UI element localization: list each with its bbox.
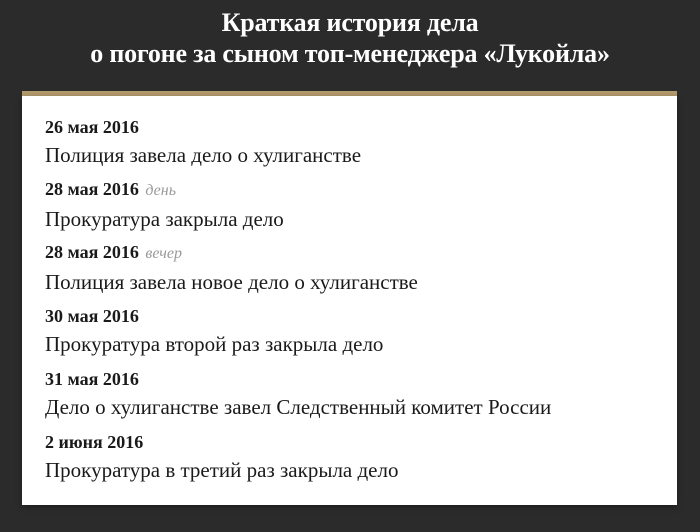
timeline-entry xyxy=(45,178,665,232)
page-header xyxy=(0,0,700,88)
page-title-line-1: Краткая история дела xyxy=(221,8,479,37)
entry-date xyxy=(45,241,665,265)
entry-event: Полиция завела новое дело о хулиганстве xyxy=(45,270,418,294)
entry-date-text: 31 мая 2016 xyxy=(45,369,139,389)
entry-date xyxy=(45,368,665,390)
entry-date xyxy=(45,305,665,327)
entry-event: Прокуратура в третий раз закрыла дело xyxy=(45,458,399,482)
timeline-entry xyxy=(45,116,665,168)
entry-date xyxy=(45,116,665,138)
entry-time-note: вечер xyxy=(145,245,182,262)
timeline-entry xyxy=(45,431,665,483)
entry-date-text: 28 мая 2016 xyxy=(45,179,139,199)
entry-date xyxy=(45,178,665,202)
entry-event: Полиция завела дело о хулиганстве xyxy=(45,143,362,167)
timeline-entry xyxy=(45,241,665,295)
entry-date-text: 2 июня 2016 xyxy=(45,432,144,452)
timeline-card xyxy=(22,96,677,505)
entry-time-note: день xyxy=(145,182,176,199)
entry-event: Дело о хулиганстве завел Следственный комитет России xyxy=(45,395,552,419)
entry-date-text: 28 мая 2016 xyxy=(45,242,139,262)
entry-date-text: 26 мая 2016 xyxy=(45,117,139,137)
entry-date xyxy=(45,431,665,453)
entry-event: Прокуратура закрыла дело xyxy=(45,207,284,231)
entry-event: Прокуратура второй раз закрыла дело xyxy=(45,332,384,356)
page-title-line-2: о погоне за сыном топ-менеджера «Лукойла» xyxy=(90,39,610,68)
timeline-entry xyxy=(45,305,665,357)
entry-date-text: 30 мая 2016 xyxy=(45,306,139,326)
timeline-entry xyxy=(45,368,665,420)
